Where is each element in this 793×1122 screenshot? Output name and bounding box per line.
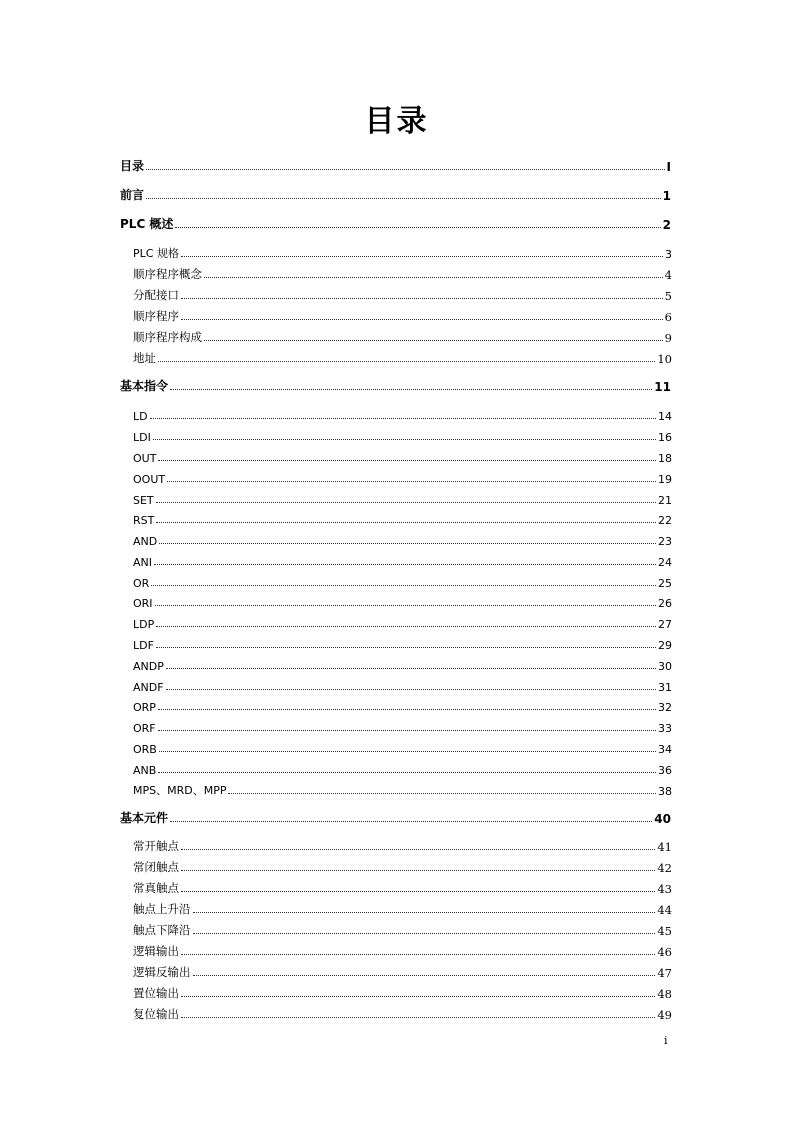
toc-section-entry[interactable]	[133, 532, 672, 548]
dot-leader	[181, 298, 663, 299]
dot-leader	[193, 912, 656, 913]
toc-section-entry[interactable]	[133, 782, 672, 798]
toc-section-entry[interactable]	[133, 308, 672, 324]
toc-chapter-entry[interactable]	[120, 187, 671, 203]
dot-leader	[193, 975, 656, 976]
toc-entry-label: ANB	[133, 764, 157, 777]
toc-entry-page-number: 47	[657, 966, 672, 980]
dot-leader	[181, 256, 663, 257]
toc-entry-label: ORI	[133, 597, 153, 610]
toc-entry-page-number: 1	[662, 189, 671, 203]
toc-entry-label: LDF	[133, 639, 154, 652]
dot-leader	[158, 772, 656, 773]
toc-entry-label: 基本元件	[120, 811, 169, 825]
toc-entry-page-number: 2	[662, 218, 671, 232]
toc-entry-label: 分配接口	[133, 288, 179, 302]
dot-leader	[167, 481, 656, 482]
toc-section-entry[interactable]	[133, 350, 672, 366]
toc-entry-label: AND	[133, 535, 158, 548]
toc-section-entry[interactable]	[133, 574, 672, 590]
toc-entry-label: OUT	[133, 452, 157, 465]
toc-entry-page-number: 40	[654, 812, 671, 826]
toc-entry-label: PLC 概述	[120, 217, 174, 231]
dot-leader	[156, 502, 656, 503]
toc-section-entry[interactable]	[133, 491, 672, 507]
dot-leader	[158, 460, 656, 461]
toc-entry-page-number: I	[666, 160, 671, 174]
toc-entry-label: RST	[133, 514, 155, 527]
dot-leader	[204, 340, 663, 341]
toc-section-entry[interactable]	[133, 1006, 672, 1022]
toc-section-entry[interactable]	[133, 594, 672, 610]
toc-entry-page-number: 32	[658, 701, 672, 714]
toc-chapter-entry[interactable]	[120, 810, 671, 826]
toc-entry-label: 前言	[120, 188, 145, 202]
toc-section-entry[interactable]	[133, 719, 672, 735]
dot-leader	[166, 689, 656, 690]
dot-leader	[181, 870, 655, 871]
toc-chapter-entry[interactable]	[120, 158, 671, 174]
toc-entry-page-number: 48	[657, 987, 672, 1001]
toc-entry-label: SET	[133, 494, 154, 507]
toc-section-entry[interactable]	[133, 922, 672, 938]
dot-leader	[156, 522, 656, 523]
dot-leader	[155, 605, 656, 606]
toc-entry-page-number: 4	[664, 268, 672, 282]
toc-section-entry[interactable]	[133, 838, 672, 854]
toc-entry-page-number: 24	[658, 556, 672, 569]
toc-entry-label: 顺序程序概念	[133, 267, 202, 281]
toc-entry-label: 触点下降沿	[133, 923, 191, 937]
toc-entry-page-number: 27	[658, 618, 672, 631]
toc-entry-page-number: 38	[658, 785, 672, 798]
toc-entry-page-number: 34	[658, 743, 672, 756]
toc-entry-page-number: 29	[658, 639, 672, 652]
toc-entry-label: ANI	[133, 556, 152, 569]
toc-section-entry[interactable]	[133, 428, 672, 444]
dot-leader	[175, 227, 660, 228]
dot-leader	[158, 361, 655, 362]
toc-entry-page-number: 25	[658, 577, 672, 590]
dot-leader	[151, 585, 656, 586]
toc-chapter-entry[interactable]	[120, 378, 671, 394]
toc-entry-label: LDP	[133, 618, 155, 631]
toc-entry-label: 置位输出	[133, 986, 179, 1000]
toc-section-entry[interactable]	[133, 553, 672, 569]
dot-leader	[228, 793, 656, 794]
toc-entry-page-number: 36	[658, 764, 672, 777]
toc-entry-label: 常真触点	[133, 881, 179, 895]
toc-section-entry[interactable]	[133, 740, 672, 756]
toc-section-entry[interactable]	[133, 657, 672, 673]
toc-section-entry[interactable]	[133, 329, 672, 345]
toc-entry-page-number: 49	[657, 1008, 672, 1022]
toc-chapter-entry[interactable]	[120, 216, 671, 232]
toc-entry-page-number: 11	[654, 380, 671, 394]
toc-section-entry[interactable]	[133, 901, 672, 917]
toc-entry-label: 触点上升沿	[133, 902, 191, 916]
dot-leader	[170, 821, 652, 822]
dot-leader	[150, 418, 656, 419]
toc-entry-label: ANDP	[133, 660, 164, 673]
toc-entry-page-number: 30	[658, 660, 672, 673]
dot-leader	[181, 849, 655, 850]
toc-entry-label: MPS、MRD、MPP	[133, 784, 227, 797]
toc-entry-label: OOUT	[133, 473, 166, 486]
dot-leader	[170, 389, 652, 390]
footer-page-number: i	[664, 1034, 668, 1047]
dot-leader	[158, 730, 656, 731]
toc-entry-page-number: 41	[657, 840, 672, 854]
toc-section-entry[interactable]	[133, 859, 672, 875]
toc-entry-label: ORP	[133, 701, 156, 714]
toc-section-entry[interactable]	[133, 407, 672, 423]
dot-leader	[204, 277, 663, 278]
dot-leader	[181, 954, 655, 955]
toc-entry-page-number: 19	[658, 473, 672, 486]
toc-section-entry[interactable]	[133, 511, 672, 527]
toc-section-entry[interactable]	[133, 449, 672, 465]
toc-entry-label: 目录	[120, 159, 145, 173]
toc-section-entry[interactable]	[133, 266, 672, 282]
toc-entry-label: ORB	[133, 743, 157, 756]
toc-section-entry[interactable]	[133, 943, 672, 959]
dot-leader	[156, 626, 656, 627]
toc-entry-page-number: 6	[664, 310, 672, 324]
dot-leader	[159, 751, 656, 752]
toc-section-entry[interactable]	[133, 470, 672, 486]
toc-section-entry[interactable]	[133, 678, 672, 694]
dot-leader	[156, 647, 656, 648]
dot-leader	[159, 543, 656, 544]
toc-entry-page-number: 43	[657, 882, 672, 896]
toc-entry-label: 基本指令	[120, 379, 169, 393]
toc-entry-page-number: 9	[664, 331, 672, 345]
toc-section-entry[interactable]	[133, 287, 672, 303]
toc-section-entry[interactable]	[133, 245, 672, 261]
dot-leader	[158, 709, 656, 710]
toc-entry-label: 逻辑输出	[133, 944, 179, 958]
toc-entry-page-number: 33	[658, 722, 672, 735]
toc-entry-page-number: 44	[657, 903, 672, 917]
toc-entry-label: ANDF	[133, 681, 164, 694]
toc-entry-label: 顺序程序	[133, 309, 179, 323]
toc-entry-label: 常开触点	[133, 839, 179, 853]
toc-section-entry[interactable]	[133, 964, 672, 980]
toc-section-entry[interactable]	[133, 615, 672, 631]
toc-section-entry[interactable]	[133, 698, 672, 714]
toc-section-entry[interactable]	[133, 985, 672, 1001]
toc-entry-label: ORF	[133, 722, 156, 735]
toc-entry-page-number: 31	[658, 681, 672, 694]
toc-entry-label: 常闭触点	[133, 860, 179, 874]
toc-entry-label: OR	[133, 577, 150, 590]
dot-leader	[153, 439, 656, 440]
dot-leader	[181, 319, 663, 320]
toc-entry-label: 逻辑反输出	[133, 965, 191, 979]
toc-entry-label: PLC 规格	[133, 247, 179, 260]
dot-leader	[181, 891, 655, 892]
toc-entry-page-number: 16	[658, 431, 672, 444]
toc-entry-page-number: 46	[657, 945, 672, 959]
dot-leader	[181, 996, 655, 997]
toc-entry-label: 复位输出	[133, 1007, 179, 1021]
dot-leader	[146, 169, 665, 170]
toc-entry-page-number: 18	[658, 452, 672, 465]
toc-entry-page-number: 10	[657, 352, 672, 366]
toc-entry-page-number: 14	[658, 410, 672, 423]
toc-entry-page-number: 3	[665, 248, 672, 261]
toc-entry-page-number: 21	[658, 494, 672, 507]
dot-leader	[193, 933, 656, 934]
toc-section-entry[interactable]	[133, 636, 672, 652]
toc-section-entry[interactable]	[133, 880, 672, 896]
toc-entry-label: LD	[133, 410, 148, 423]
toc-entry-page-number: 5	[664, 289, 672, 303]
toc-entry-page-number: 45	[657, 924, 672, 938]
toc-section-entry[interactable]	[133, 761, 672, 777]
toc-entry-page-number: 23	[658, 535, 672, 548]
toc-entry-page-number: 22	[658, 514, 672, 527]
dot-leader	[154, 564, 656, 565]
toc-entry-label: LDI	[133, 431, 151, 444]
toc-entry-label: 顺序程序构成	[133, 330, 202, 344]
page-title: 目录	[364, 104, 429, 139]
dot-leader	[166, 668, 656, 669]
toc-entry-page-number: 26	[658, 597, 672, 610]
dot-leader	[146, 198, 661, 199]
dot-leader	[181, 1017, 655, 1018]
toc-entry-label: 地址	[133, 351, 156, 365]
toc-entry-page-number: 42	[657, 861, 672, 875]
